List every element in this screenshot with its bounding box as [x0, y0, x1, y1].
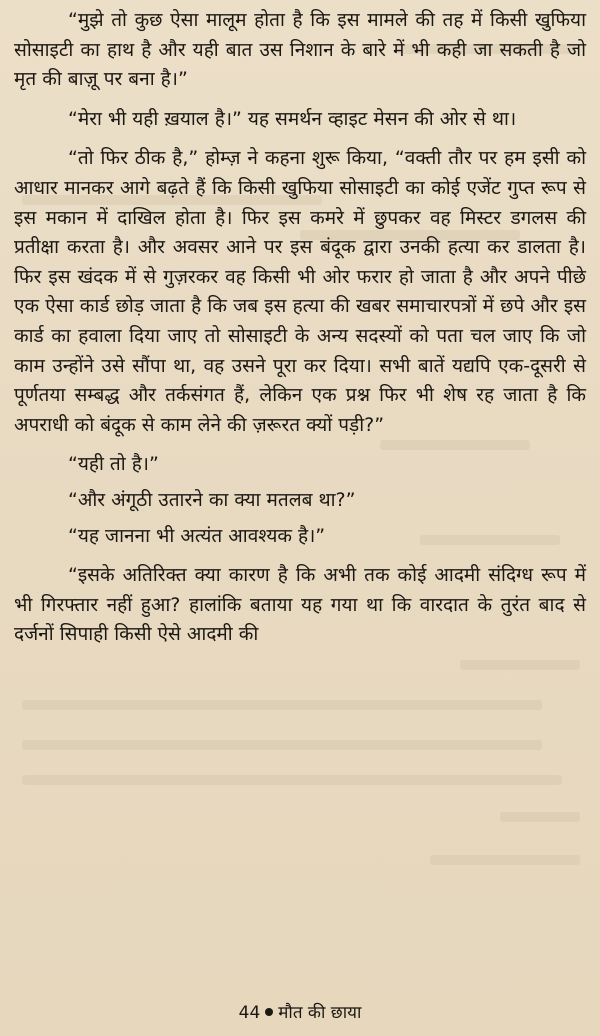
body-text [14, 6, 586, 660]
page-number: 44 [238, 1003, 261, 1023]
paragraph: “यही तो है।” [68, 453, 159, 476]
paragraph: “मुझे तो कुछ ऐसा मालूम होता है कि इस मामले की तह में किसी खुफिया सोसाइटी का हाथ है और यही बात उस निशान के बारे में भी कही जा सकती है जो मृत की बाज़ू पर बना है।” [14, 9, 586, 91]
bullet-separator-icon [265, 1008, 273, 1016]
paragraph: “और अंगूठी उतारने का क्या मतलब था?” [68, 488, 356, 511]
page-footer [0, 1000, 600, 1023]
paragraph: “इसके अतिरिक्त क्या कारण है कि अभी तक कोई आदमी संदिग्ध रूप में भी गिरफ्तार नहीं हुआ? हालांकि बताया यह गया था कि वारदात के तुरंत बाद से दर्जनों सिपाही किसी ऐसे आदमी की [14, 564, 586, 646]
paragraph: “मेरा भी यही ख़याल है।” यह समर्थन व्हाइट मेसन की ओर से था। [68, 107, 517, 130]
book-title: मौत की छाया [278, 1003, 362, 1023]
paragraph: “तो फिर ठीक है,” होम्ज़ ने कहना शुरू किया, “वक्ती तौर पर हम इसी को आधार मानकर आगे बढ़ते हैं कि किसी खुफिया सोसाइटी का कोई एजेंट गुप्त रूप से इस मकान में दाखिल होता है। फिर इस कमरे में छुपकर वह मिस्टर डगलस की प्रतीक्षा करता है। और अवसर आने पर इस बंदूक द्वारा उनकी हत्या कर डालता है। फिर इस खंदक में से गुज़रकर वह किसी भी ओर फरार हो जाता है और अपने पीछे एक ऐसा कार्ड छोड़ जाता है कि जब इस हत्या की खबर समाचारपत्रों में छपे और इस कार्ड का हवाला दिया जाए तो सोसाइटी के अन्य सदस्यों को पता चल जाए कि जो काम उन्होंने उसे सौंपा था, वह उसने पूरा कर दिया। सभी बातें यद्यपि एक-दूसरी से पूर्णतया सम्बद्ध और तर्कसंगत हैं, लेकिन एक प्रश्न फिर भी शेष रह जाता है कि अपराधी को बंदूक से काम लेने की ज़रूरत क्यों पड़ी?” [14, 147, 586, 436]
paragraph: “यह जानना भी अत्यंत आवश्यक है।” [68, 524, 326, 547]
